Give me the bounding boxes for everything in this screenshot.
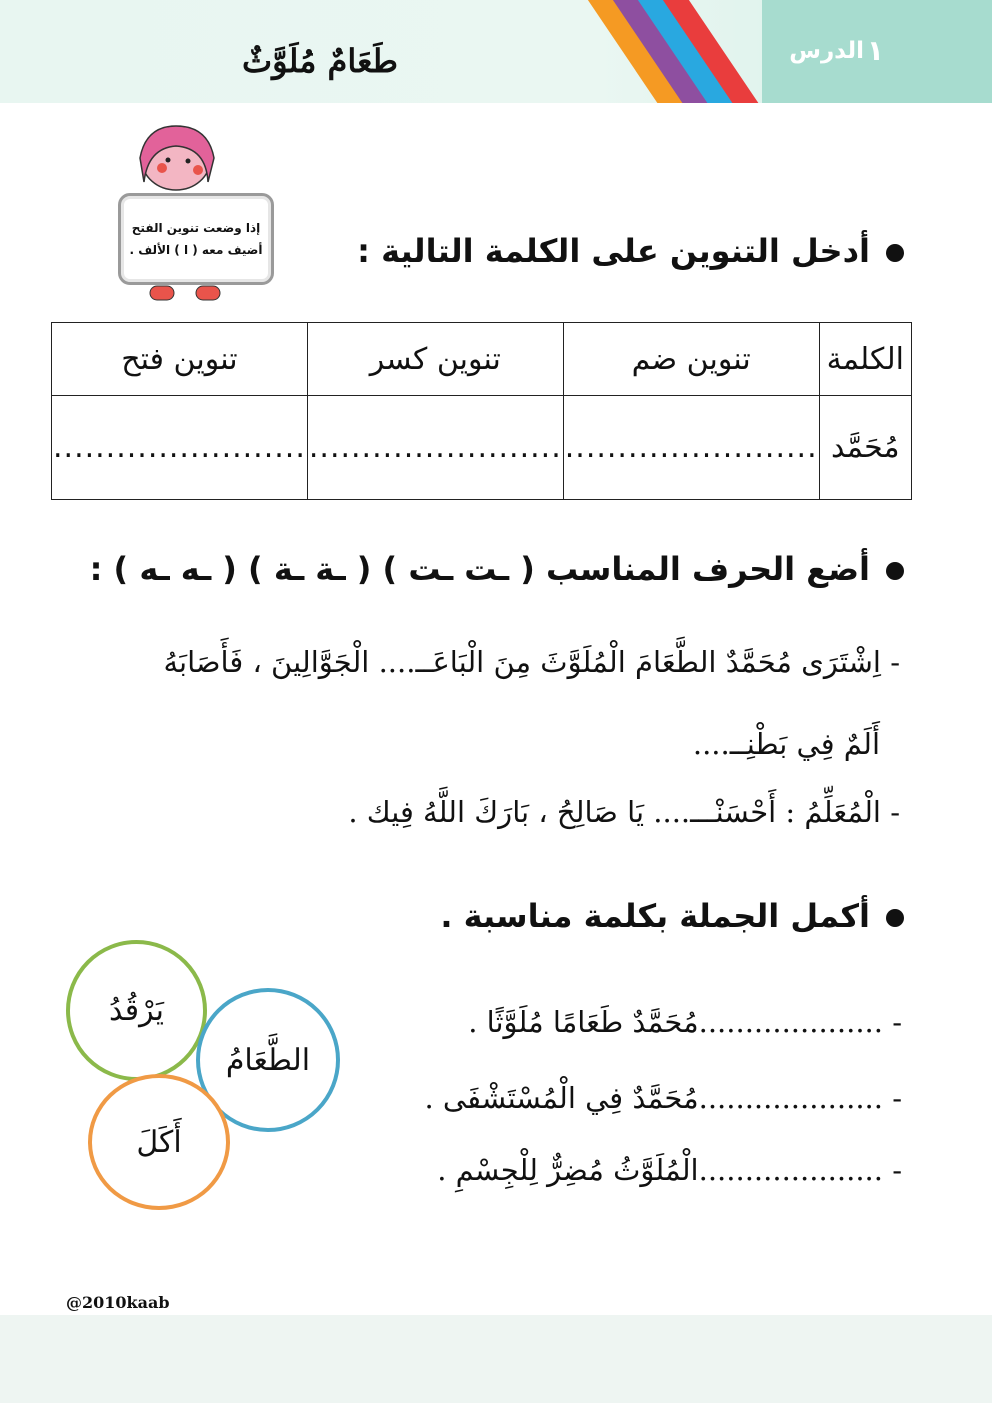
footer-band [0, 1315, 992, 1403]
tip-line-1: إذا وضعت تنوين الفتح [131, 221, 261, 235]
page-title: طَعَامٌ مُلَوَّثٌ [242, 42, 398, 80]
section-2-line-2[interactable]: أَلَمٌ فِي بَطْنِــ.... [692, 727, 880, 761]
bullet [886, 562, 904, 580]
tip-line-2: أضيف معه ( ا ) الألف . [129, 243, 263, 257]
section-1-heading [357, 232, 904, 270]
header-fath: تنوين فتح [52, 323, 308, 396]
sentence-1[interactable]: - ....................مُحَمَّدٌ طَعَامًا مُلَوَّثًا . [468, 1005, 902, 1039]
lesson-number: ١ [866, 34, 884, 67]
section-2-heading [90, 550, 904, 588]
table-row [52, 396, 912, 500]
tanween-table [51, 322, 912, 500]
section-1-heading-text: أدخل التنوين على الكلمة التالية : [357, 232, 870, 270]
damm-blank[interactable]: ........................ [563, 396, 819, 500]
bullet [886, 909, 904, 927]
section-2-heading-text: أضع الحرف المناسب ( ـت ـت ) ( ـة ـة ) ( ـه ـه ) : [89, 550, 870, 588]
fath-blank[interactable]: ........................ [52, 396, 308, 500]
section-3-heading [440, 897, 904, 935]
credit: @2010kaab [66, 1293, 170, 1312]
section-3-heading-text: أكمل الجملة بكلمة مناسبة . [440, 897, 870, 935]
word-altaam: الطَّعَامُ [225, 1042, 311, 1078]
header-word: الكلمة [819, 323, 911, 396]
tip-sign [118, 193, 274, 285]
section-2-line-3[interactable]: - الْمُعَلِّمُ : أَحْسَنْـــ.... يَا صَالِحُ ، بَارَكَ اللَّهُ فِيك . [348, 795, 900, 829]
section-2-line-1[interactable]: - اِشْتَرَى مُحَمَّدٌ الطَّعَامَ الْمُلَوَّثَ مِنَ الْبَاعَــ.... الْجَوَّالِينَ ، فَأَصَابَهُ [163, 645, 900, 679]
word-akala: أَكَلَ [136, 1124, 182, 1160]
header-damm: تنوين ضم [563, 323, 819, 396]
word-bank-akala[interactable] [88, 1074, 230, 1210]
word-yarqud: يَرْقُدُ [109, 993, 164, 1028]
header-kasr: تنوين كسر [307, 323, 563, 396]
word-cell: مُحَمَّد [819, 396, 911, 500]
table-header-row [52, 323, 912, 396]
kasr-blank[interactable]: ........................ [307, 396, 563, 500]
bullet [886, 244, 904, 262]
lesson-label: الدرس [789, 38, 864, 64]
sentence-2[interactable]: - ....................مُحَمَّدٌ فِي الْمُسْتَشْفَى . [424, 1081, 902, 1115]
word-bank-yarqud[interactable] [66, 940, 207, 1081]
sentence-3[interactable]: - ....................الْمُلَوَّثُ مُضِرٌّ لِلْجِسْمِ . [437, 1153, 902, 1187]
